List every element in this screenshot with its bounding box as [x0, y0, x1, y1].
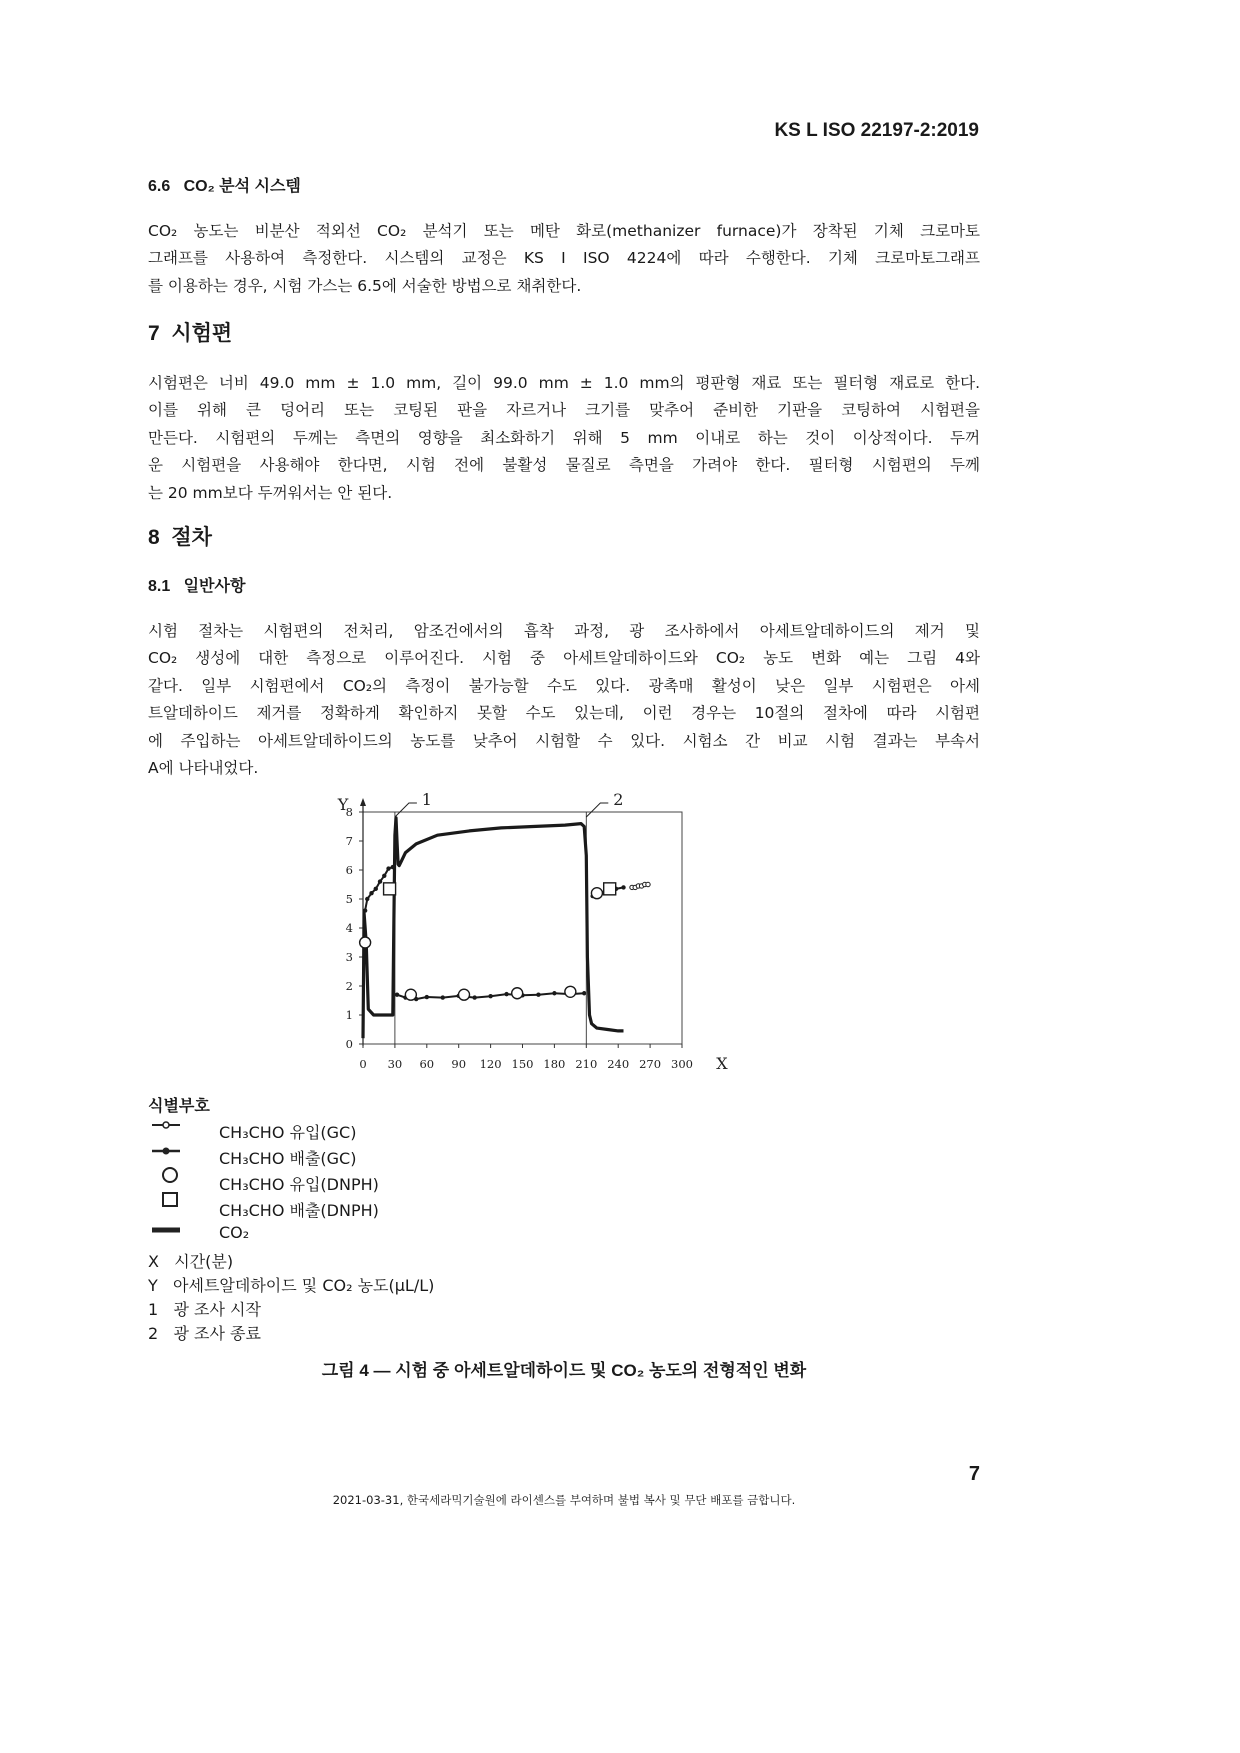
- paragraph-line: 이를 위해 큰 덩어리 또는 코팅된 판을 자르거나 크기를 맞추어 준비한 기판을 코팅하여 시험편을: [148, 401, 980, 420]
- definition-text: 광 조사 시작: [173, 1300, 261, 1319]
- section-8-heading: [148, 521, 212, 551]
- outlet-gc-point: [386, 866, 390, 870]
- key-label: CO₂: [219, 1223, 250, 1242]
- definition-2: [148, 1321, 261, 1344]
- page-number: 7: [968, 1463, 980, 1485]
- paragraph-line: 시험 절차는 시험편의 전처리, 암조건에서의 흡착 과정, 광 조사하에서 아세트알데하이드의 제거 및: [148, 622, 980, 640]
- x-tick-label: 30: [387, 1057, 403, 1071]
- definition-text: 시간(분): [174, 1252, 234, 1271]
- section-title: 시험편: [171, 322, 233, 345]
- y-axis-arrow: [360, 798, 366, 806]
- outlet-gc-point: [441, 995, 445, 999]
- standard-id: KS L ISO 22197-2:2019: [774, 120, 979, 141]
- section-8-1-heading: [148, 573, 245, 596]
- definition-1: [148, 1297, 261, 1320]
- outlet-gc-point: [472, 995, 476, 999]
- line-small-circle-icon: [150, 1117, 182, 1137]
- key-label: CH₃CHO 배출(DNPH): [219, 1201, 379, 1220]
- outlet-gc-point: [378, 879, 382, 883]
- outlet-gc-point: [425, 995, 429, 999]
- paragraph-line: A에 나타내었다.: [148, 759, 259, 778]
- section-8-1-body: [148, 618, 980, 782]
- definition-text: 광 조사 종료: [173, 1324, 261, 1343]
- paragraph-line: 운 시험편을 사용해야 한다면, 시험 전에 불활성 물질로 측면을 가려야 한다. 필터형 시험편의 두께: [148, 456, 980, 475]
- inlet-dnph-point: [360, 937, 371, 948]
- inlet-dnph-point: [512, 988, 523, 999]
- outlet-gc-point: [504, 992, 508, 996]
- x-axis-letter: X: [716, 1054, 728, 1073]
- outlet-gc-point: [536, 993, 540, 997]
- co2-series-line: [363, 818, 624, 1038]
- y-tick-label: 5: [345, 892, 353, 906]
- outlet-dnph-point: [604, 883, 616, 895]
- key-title: 식별부호: [148, 1098, 210, 1115]
- x-tick-label: 270: [639, 1057, 662, 1071]
- outlet-gc-point: [621, 885, 625, 889]
- x-tick-label: 150: [511, 1057, 534, 1071]
- section-title: CO₂ 분석 시스템: [183, 178, 301, 195]
- paragraph-line: CO₂ 농도는 비분산 적외선 CO₂ 분석기 또는 메탄 화로(methanizer furnace)가 장착된 기체 크로마토: [148, 222, 980, 240]
- inlet-dnph-point: [591, 888, 602, 899]
- paragraph-line: 에 주입하는 아세트알데하이드의 농도를 낮추어 시험할 수 있다. 시험소 간 비교 시험 결과는 부속서: [148, 731, 980, 750]
- outlet-gc-point: [488, 994, 492, 998]
- x-tick-label: 210: [575, 1057, 598, 1071]
- section-title: 일반사항: [183, 578, 246, 595]
- x-tick-label: 120: [479, 1057, 502, 1071]
- line-filled-dot-icon: [150, 1143, 182, 1163]
- outlet-gc-point: [369, 891, 373, 895]
- paragraph-line: 는 20 mm보다 두꺼워서는 안 된다.: [148, 483, 393, 502]
- inlet-dnph-point: [565, 986, 576, 997]
- paragraph-line: 같다. 일부 시험편에서 CO₂의 측정이 불가능할 수도 있다. 광촉매 활성이 낮은 일부 시험편은 아세: [148, 676, 980, 695]
- definition-key: 1: [148, 1300, 159, 1319]
- marker-label: 2: [613, 790, 624, 809]
- section-6-6-heading: [148, 173, 301, 196]
- outlet-gc-point: [582, 991, 586, 995]
- outlet-gc-point: [395, 993, 399, 997]
- marker-label: 1: [421, 790, 432, 809]
- outlet-gc-point: [391, 865, 395, 869]
- inlet-dnph-point: [459, 989, 470, 1000]
- figure-4-chart: [330, 785, 800, 1085]
- outlet-gc-point: [365, 897, 369, 901]
- y-tick-label: 2: [345, 979, 353, 993]
- definition-x: [148, 1249, 233, 1272]
- marker-leader: [395, 803, 417, 817]
- definition-y: [148, 1273, 434, 1296]
- x-tick-label: 0: [359, 1057, 367, 1071]
- x-tick-label: 300: [671, 1057, 693, 1071]
- outlet-gc-point: [382, 874, 386, 878]
- paragraph-line: 트알데하이드 제거를 정확하게 확인하지 못할 수도 있는데, 이런 경우는 10절의 절차에 따라 시험편: [148, 704, 980, 723]
- section-number: 8.1: [148, 578, 171, 595]
- paragraph-line: 를 이용하는 경우, 시험 가스는 6.5에 서술한 방법으로 채취한다.: [148, 276, 582, 295]
- outlet-dnph-point: [384, 883, 396, 895]
- outlet-gc-point: [552, 991, 556, 995]
- inlet-dnph-point: [405, 989, 416, 1000]
- paragraph-line: 그래프를 사용하여 측정한다. 시스템의 교정은 KS I ISO 4224에 따라 수행한다. 기체 크로마토그래프: [148, 249, 980, 268]
- section-6-6-body: [148, 218, 980, 300]
- section-7-heading: [148, 317, 232, 347]
- inlet-gc-point: [646, 882, 650, 886]
- y-tick-label: 1: [345, 1008, 353, 1022]
- section-number: 8: [148, 526, 160, 549]
- y-tick-label: 8: [345, 805, 353, 819]
- x-tick-label: 180: [543, 1057, 566, 1071]
- outlet-gc-point: [363, 908, 367, 912]
- open-circle-icon: [150, 1165, 182, 1185]
- license-footer: 2021-03-31, 한국세라믹기술원에 라이센스를 부여하며 불법 복사 및 무단 배포를 금합니다.: [332, 1493, 796, 1507]
- y-tick-label: 6: [345, 863, 353, 877]
- y-tick-label: 0: [345, 1037, 353, 1051]
- thick-line-icon: [150, 1218, 182, 1238]
- section-number: 6.6: [148, 178, 171, 195]
- definition-key: Y: [148, 1276, 158, 1295]
- y-axis-letter: Y: [337, 795, 349, 814]
- x-tick-label: 90: [451, 1057, 467, 1071]
- definition-text: 아세트알데하이드 및 CO₂ 농도(μL/L): [173, 1276, 435, 1295]
- definition-key: 2: [148, 1324, 159, 1343]
- paragraph-line: 만든다. 시험편의 두께는 측면의 영향을 최소화하기 위해 5 mm 이내로 하는 것이 이상적이다. 두꺼: [148, 428, 980, 447]
- key-label: CH₃CHO 유입(GC): [219, 1123, 357, 1142]
- marker-leader: [586, 803, 608, 817]
- open-square-icon: [150, 1190, 182, 1210]
- section-7-body: [148, 370, 980, 507]
- y-tick-label: 3: [345, 950, 353, 964]
- x-tick-label: 240: [607, 1057, 630, 1071]
- section-title: 절차: [171, 526, 212, 549]
- definition-key: X: [148, 1252, 159, 1271]
- paragraph-line: CO₂ 생성에 대한 측정으로 이루어진다. 시험 중 아세트알데하이드와 CO₂ 농도 변화 예는 그림 4와: [148, 649, 980, 668]
- key-label: CH₃CHO 배출(GC): [219, 1149, 357, 1168]
- y-tick-label: 7: [345, 834, 353, 848]
- y-tick-label: 4: [345, 921, 353, 935]
- section-number: 7: [148, 322, 160, 345]
- figure-caption: 그림 4 — 시험 중 아세트알데하이드 및 CO₂ 농도의 전형적인 변화: [321, 1361, 807, 1380]
- paragraph-line: 시험편은 너비 49.0 mm ± 1.0 mm, 길이 99.0 mm ± 1.0 mm의 평판형 재료 또는 필터형 재료로 한다.: [148, 374, 980, 392]
- x-tick-label: 60: [419, 1057, 435, 1071]
- outlet-gc-point: [374, 887, 378, 891]
- key-label: CH₃CHO 유입(DNPH): [219, 1175, 379, 1194]
